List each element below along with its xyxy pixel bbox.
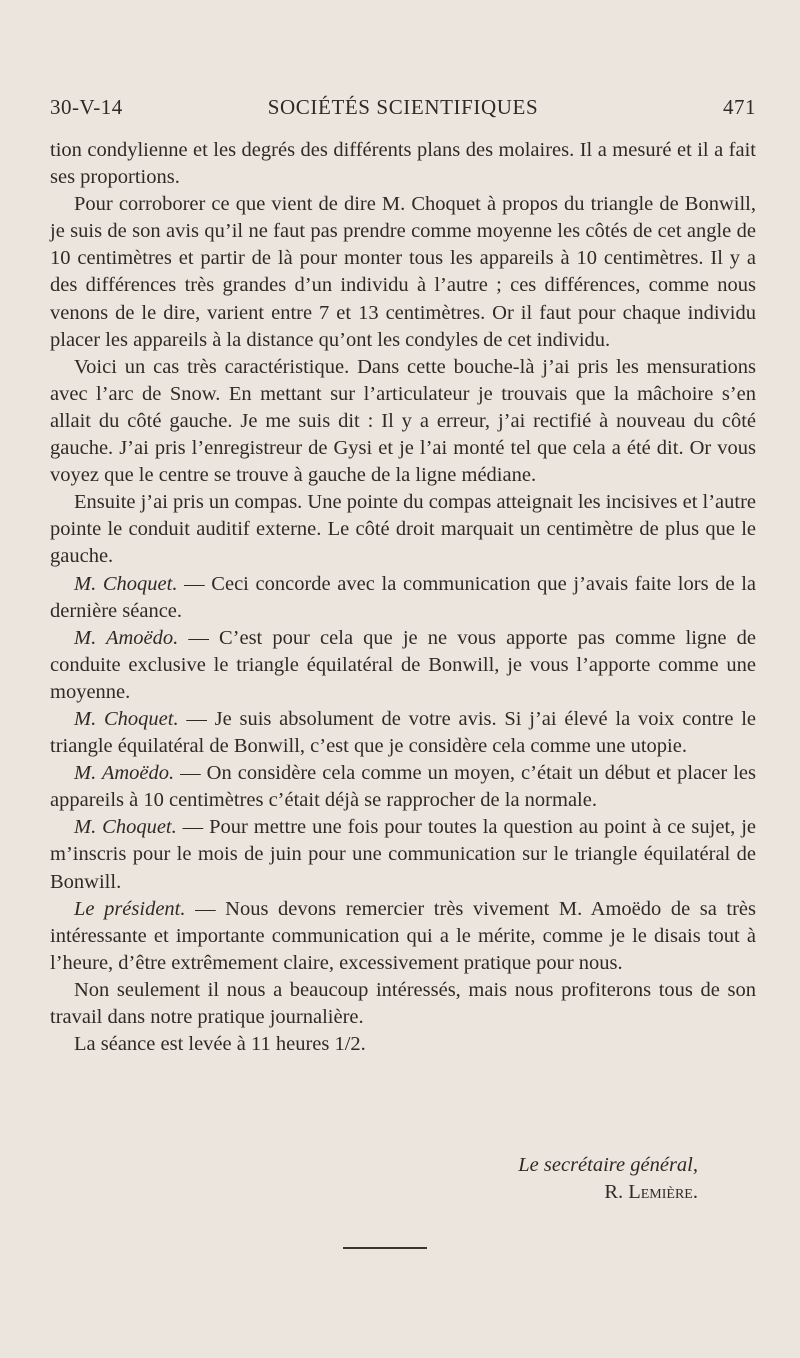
dialogue-paragraph: M. Amoëdo. — C’est pour cela que je ne vous apporte pas comme ligne de conduite exclusive le triangle équilatéral de Bonwill, je vous l’apporte comme une moyenne. xyxy=(50,626,756,703)
running-header xyxy=(50,95,756,129)
dialogue-paragraph: M. Choquet. — Pour mettre une fois pour toutes la question au point à ce sujet, je m’inscris pour le mois de juin pour une communication sur le triangle équilatéral de Bonwill. xyxy=(50,816,756,893)
page-number: 471 xyxy=(723,95,756,119)
signature-name: R. Lemière. xyxy=(604,1181,698,1203)
dialogue-paragraph: M. Choquet. — Ceci concorde avec la communication que j’avais faite lors de la dernière séance. xyxy=(50,572,757,622)
speaker-name: M. Choquet. xyxy=(74,572,178,595)
end-rule xyxy=(343,1247,427,1249)
dialogue-paragraph: M. Amoëdo. — On considère cela comme un moyen, c’était un début et placer les appareils à 10 centimètres c’était déjà se rapprocher de la normale. xyxy=(50,762,756,812)
paragraph: Ensuite j’ai pris un compas. Une pointe du compas atteignait les incisives et l’autre pointe le conduit auditif externe. Le côté droit marquait un centimètre de plus que le gauche. xyxy=(50,491,757,568)
speaker-name: M. Amoëdo. xyxy=(74,626,179,649)
paragraph: Non seulement il nous a beaucoup intéressés, mais nous profiterons tous de son travail dans notre pratique journalière. xyxy=(50,978,756,1028)
body-text xyxy=(50,137,756,1058)
dialogue-paragraph: M. Choquet. — Je suis absolument de votre avis. Si j’ai élevé la voix contre le triangle équilatéral de Bonwill, c’est que je considère cela comme une utopie. xyxy=(50,707,756,758)
paragraph: Pour corroborer ce que vient de dire M. Choquet à propos du triangle de Bonwill, je suis de son avis qu’il ne faut pas prendre comme moyenne les côtés de cet angle de 10 centimètres et partir de là pour monter tous les appareils à 10 centimètres. Il y a des différences très grandes d’un individu à l’autre ; ces différences, comme nous venons de le dire, varient entre 7 et 13 centimètres. Or il faut pour chaque individu placer les appareils à la distance qu’ont les condyles de cet individu. xyxy=(50,193,756,351)
speaker-name: M. Choquet. xyxy=(74,816,177,839)
signature-title: Le secrétaire général, xyxy=(518,1154,698,1176)
paragraph: Voici un cas très caractéristique. Dans cette bouche-là j’ai pris les mensurations avec l’arc de Snow. En mettant sur l’articulateur je trouvais que la mâchoire s’en allait du côté gauche. Je me suis dit : Il y a erreur, j’ai rectifié à nouveau du côté gauche. J’ai pris l’enregistreur de Gysi et je l’ai monté tel que cela a été dit. Or vous voyez que le centre se trouve à gauche de la ligne médiane. xyxy=(50,355,756,487)
header-section-title: SOCIÉTÉS SCIENTIFIQUES xyxy=(267,95,539,119)
speaker-name: M. Choquet. xyxy=(74,707,179,730)
paragraph: La séance est levée à 11 heures 1/2. xyxy=(74,1033,366,1056)
paragraph: tion condylienne et les degrés des différents plans des molaires. Il a mesuré et il a fait ses proportions. xyxy=(50,139,756,189)
dialogue-paragraph: Le président. — Nous devons remercier très vivement M. Amoëdo de sa très intéressante et importante communication qui a le mérite, comme je le disais tout à l’heure, d’être extrêmement claire, excessivement pratique pour nous. xyxy=(50,897,757,974)
speaker-name: M. Amoëdo. xyxy=(74,762,175,785)
speaker-name: Le président. xyxy=(74,897,186,920)
header-date: 30-V-14 xyxy=(50,95,123,119)
